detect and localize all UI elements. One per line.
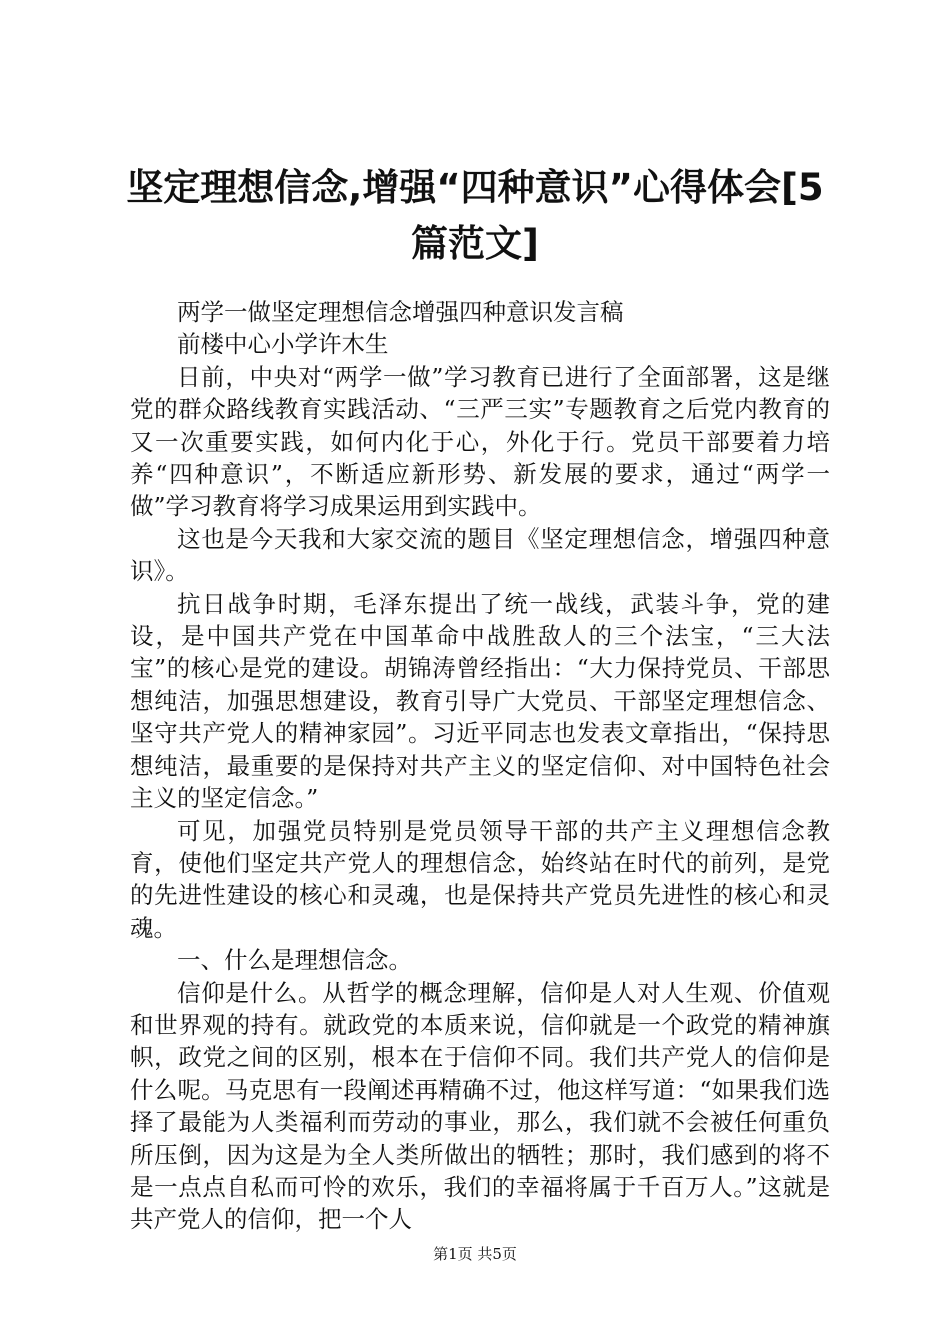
- paragraph: 抗日战争时期，毛泽东提出了统一战线，武装斗争，党的建设，是中国共产党在中国革命中战胜敌人的三个法宝，“三大法宝”的核心是党的建设。胡锦涛曾经指出：“大力保持党员、干部思想纯洁，加强思想建设，教育引导广大党员、干部坚定理想信念、坚守共产党人的精神家园”。习近平同志也发表文章指出，“保持思想纯洁，最重要的是保持对共产主义的坚定信仰、对中国特色社会主义的坚定信念。”: [130, 589, 830, 813]
- document-title: [120, 160, 830, 272]
- title-line-2: 篇范文]: [411, 222, 539, 265]
- page-indicator: 第1页 共5页: [433, 1245, 517, 1263]
- document-body: [130, 296, 830, 1236]
- paragraph: 日前，中央对“两学一做”学习教育已进行了全面部署，这是继党的群众路线教育实践活动、“三严三实”专题教育之后党内教育的又一次重要实践，如何内化于心，外化于行。党员干部要着力培养“四种意识”，不断适应新形势、新发展的要求，通过“两学一做”学习教育将学习成果运用到实践中。: [130, 362, 830, 521]
- paragraph-subtitle: 两学一做坚定理想信念增强四种意识发言稿: [177, 298, 624, 326]
- paragraph: 信仰是什么。从哲学的概念理解，信仰是人对人生观、价值观和世界观的持有。就政党的本质来说，信仰就是一个政党的精神旗帜，政党之间的区别，根本在于信仰不同。我们共产党人的信仰是什么呢。马克思有一段阐述再精确不过，他这样写道：“如果我们选择了最能为人类福利而劳动的事业，那么，我们就不会被任何重负所压倒，因为这是为全人类所做出的牺牲；那时，我们感到的将不是一点点自私而可怜的欢乐，我们的幸福将属于千百万人。”这就是共产党人的信仰，把一个人: [130, 978, 830, 1234]
- page-footer: [0, 1244, 950, 1264]
- paragraph: 可见，加强党员特别是党员领导干部的共产主义理想信念教育，使他们坚定共产党人的理想信念，始终站在时代的前列，是党的先进性建设的核心和灵魂，也是保持共产党员先进性的核心和灵魂。: [130, 816, 830, 942]
- title-line-1: 坚定理想信念,增强“四种意识”心得体会[5: [126, 166, 824, 209]
- paragraph: 这也是今天我和大家交流的题目《坚定理想信念，增强四种意识》。: [130, 524, 830, 586]
- section-heading: 一、什么是理想信念。: [177, 946, 412, 975]
- paragraph-author: 前楼中心小学许木生: [177, 330, 389, 359]
